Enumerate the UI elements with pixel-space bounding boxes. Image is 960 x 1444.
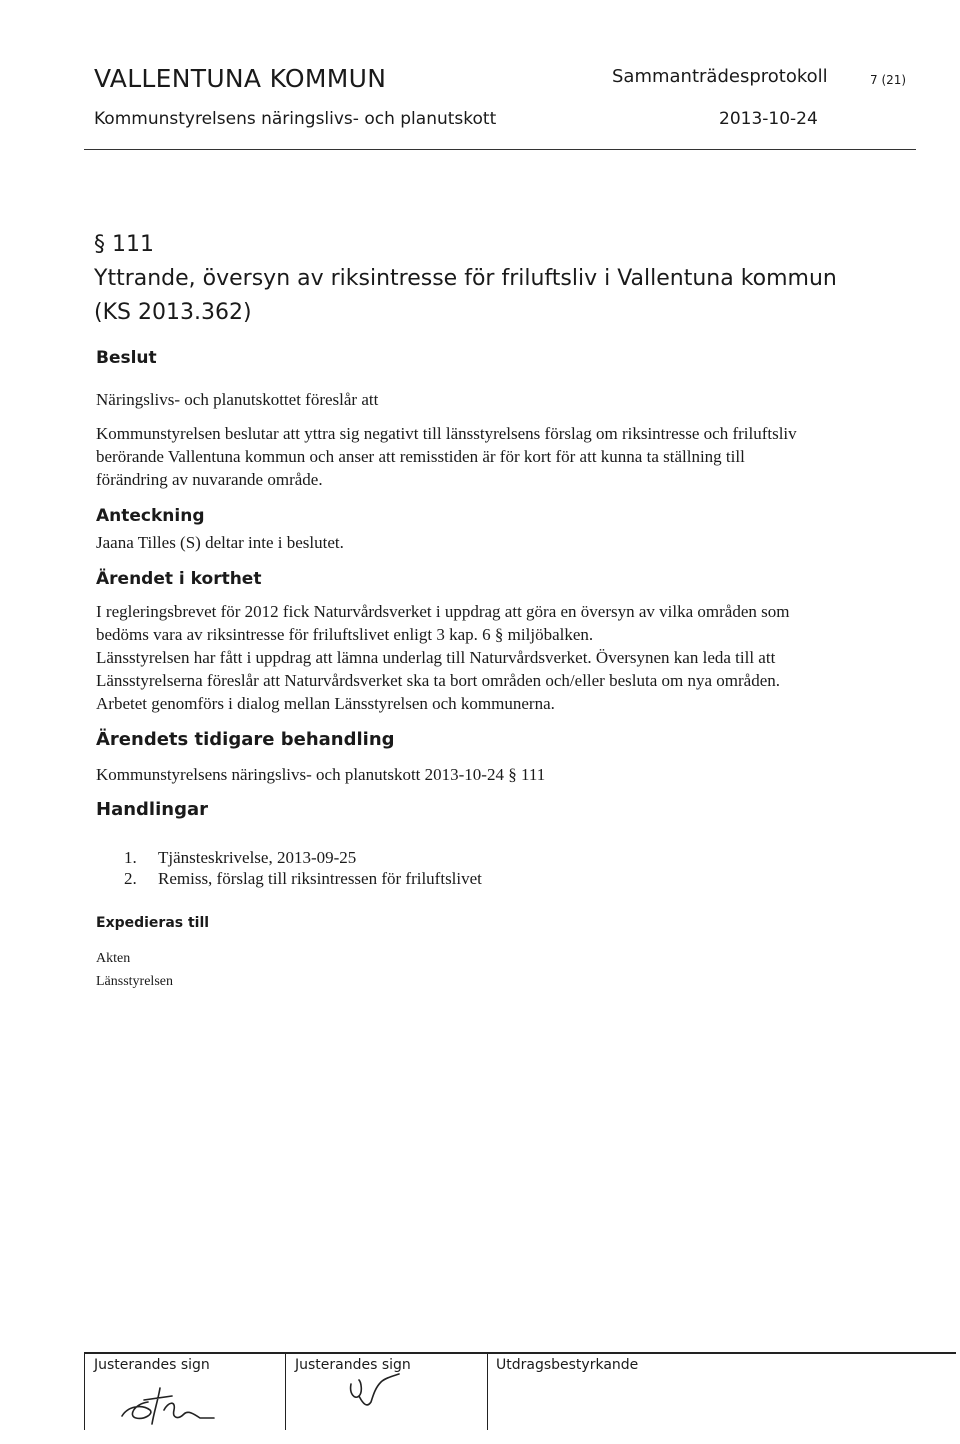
signature-label-1: Justerandes sign	[94, 1357, 210, 1373]
page-number: 7 (21)	[870, 73, 907, 87]
handlingar-list	[124, 847, 482, 889]
signature-label-2: Justerandes sign	[295, 1357, 411, 1373]
arendet-text	[96, 600, 789, 715]
meeting-date: 2013-10-24	[719, 109, 818, 129]
list-item: 1. Tjänsteskrivelse, 2013-09-25	[124, 848, 357, 867]
beslut-line: förändring av nuvarande område.	[96, 470, 323, 489]
tidigare-text: Kommunstyrelsens näringslivs- och planutskott 2013-10-24 § 111	[96, 765, 546, 784]
signature-column-divider	[487, 1352, 488, 1430]
anteckning-heading: Anteckning	[96, 506, 205, 526]
beslut-line: berörande Vallentuna kommun och anser att remisstiden är för kort för att kunna ta ställning till	[96, 447, 745, 466]
beslut-heading: Beslut	[96, 348, 157, 368]
expedieras-heading: Expedieras till	[96, 915, 210, 931]
signature-table	[84, 1352, 956, 1430]
committee-name: Kommunstyrelsens näringslivs- och planutskott	[94, 109, 497, 129]
arendet-line: I regleringsbrevet för 2012 fick Naturvårdsverket i uppdrag att göra en översyn av vilka områden som	[96, 602, 790, 621]
signature-column-divider	[285, 1352, 286, 1430]
tidigare-heading: Ärendets tidigare behandling	[96, 729, 395, 750]
arendet-line: Länsstyrelserna föreslår att Naturvårdsverket ska ta bort områden och/eller besluta om nya områden.	[96, 671, 780, 690]
beslut-text	[96, 422, 797, 491]
signature-divider	[84, 1352, 956, 1354]
handwritten-signature-2	[329, 1370, 419, 1420]
list-item: 2. Remiss, förslag till riksintressen för friluftslivet	[124, 869, 482, 888]
arendet-line: Länsstyrelsen har fått i uppdrag att lämna underlag till Naturvårdsverket. Översynen kan leda till att	[96, 648, 776, 667]
header-divider	[84, 149, 916, 150]
handlingar-heading: Handlingar	[96, 799, 208, 820]
beslut-intro: Näringslivs- och planutskottet föreslår att	[96, 390, 379, 409]
recipient: Länsstyrelsen	[96, 974, 173, 989]
anteckning-text: Jaana Tilles (S) deltar inte i beslutet.	[96, 533, 344, 552]
signature-column-divider	[84, 1352, 85, 1430]
arendet-heading: Ärendet i korthet	[96, 569, 262, 589]
signature-label-3: Utdragsbestyrkande	[496, 1357, 639, 1373]
protocol-type: Sammanträdesprotokoll	[612, 66, 828, 87]
arendet-line: bedöms vara av riksintresse för friluftslivet enligt 3 kap. 6 § miljöbalken.	[96, 625, 594, 644]
recipient: Akten	[96, 951, 131, 966]
arendet-line: Arbetet genomförs i dialog mellan Länsstyrelsen och kommunerna.	[96, 694, 555, 713]
org-name: VALLENTUNA KOMMUN	[94, 64, 387, 93]
section-number: § 111	[94, 232, 154, 257]
beslut-line: Kommunstyrelsen beslutar att yttra sig negativt till länsstyrelsens förslag om riksintresse och friluftsliv	[96, 424, 797, 443]
handwritten-signature-1	[114, 1380, 244, 1428]
section-title: Yttrande, översyn av riksintresse för friluftsliv i Vallentuna kommun (KS 2013.362)	[94, 266, 837, 325]
